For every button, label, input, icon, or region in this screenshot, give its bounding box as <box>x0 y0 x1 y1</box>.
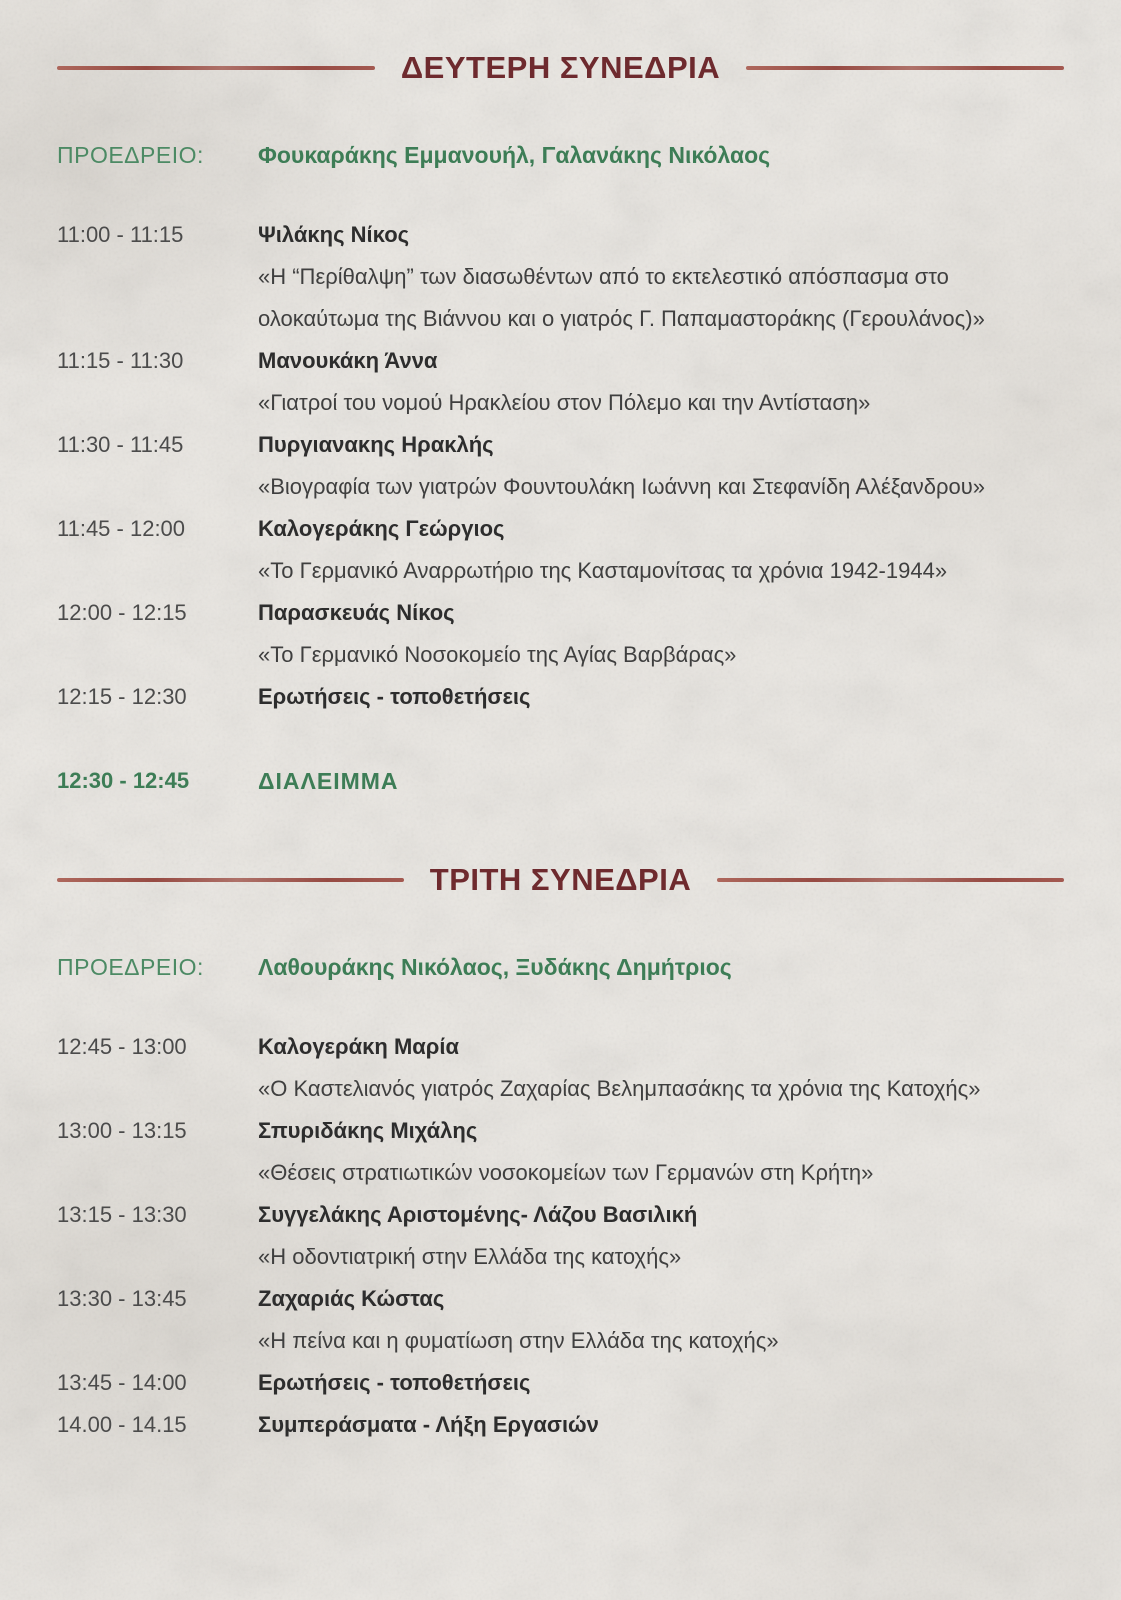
talk-title-line: «Η οδοντιατρική στην Ελλάδα της κατοχής» <box>258 1244 682 1269</box>
talk-title-line: «Η “Περίθαλψη” των διασωθέντων από το εκτελεστικό απόσπασμα στο <box>258 264 949 289</box>
time-slot: 11:30 - 11:45 <box>57 432 184 457</box>
talk-title-line: «Ο Καστελιανός γιατρός Ζαχαρίας Βελημπασάκης τα χρόνια της Κατοχής» <box>258 1076 981 1101</box>
row-body <box>258 1110 1064 1194</box>
talk-title-line: «Η πείνα και η φυματίωση στην Ελλάδα της κατοχής» <box>258 1328 779 1353</box>
session-second <box>57 46 1064 802</box>
row-body <box>258 424 1064 508</box>
schedule-list <box>57 214 1064 718</box>
chair-row <box>57 946 1064 988</box>
speaker-name: Μανουκάκη Άννα <box>258 348 438 373</box>
chair-label: ΠΡΟΕΔΡΕΙΟ: <box>57 142 204 168</box>
time-slot: 13:15 - 13:30 <box>57 1202 187 1227</box>
talk-title-line: «Το Γερμανικό Νοσοκομείο της Αγίας Βαρβάρας» <box>258 642 737 667</box>
schedule-row <box>57 676 1064 718</box>
schedule-row <box>57 424 1064 508</box>
schedule-row <box>57 1110 1064 1194</box>
row-body <box>258 1362 1064 1404</box>
speaker-name: Ζαχαριάς Κώστας <box>258 1286 445 1311</box>
row-body <box>258 214 1064 340</box>
divider-rule-left <box>57 66 375 70</box>
time-slot: 12:45 - 13:00 <box>57 1034 187 1059</box>
schedule-row <box>57 592 1064 676</box>
schedule-row <box>57 1026 1064 1110</box>
break-time-slot: 12:30 - 12:45 <box>57 768 190 793</box>
speaker-name: Ερωτήσεις - τοποθετήσεις <box>258 1370 531 1395</box>
time-slot: 11:15 - 11:30 <box>57 348 184 373</box>
schedule-row <box>57 1278 1064 1362</box>
schedule-row <box>57 1194 1064 1278</box>
break-row <box>57 760 1064 802</box>
speaker-name: Πυργιανακης Ηρακλής <box>258 432 494 457</box>
talk-title-line: «Γιατροί του νομού Ηρακλείου στον Πόλεμο και την Αντίσταση» <box>258 390 871 415</box>
time-slot: 13:45 - 14:00 <box>57 1370 187 1395</box>
row-body <box>258 676 1064 718</box>
speaker-name: Σπυριδάκης Μιχάλης <box>258 1118 478 1143</box>
row-body <box>258 340 1064 424</box>
time-slot: 13:00 - 13:15 <box>57 1118 187 1143</box>
schedule-row <box>57 508 1064 592</box>
row-body <box>258 1404 1064 1446</box>
chair-row <box>57 134 1064 176</box>
divider-rule-right <box>717 878 1064 882</box>
row-body <box>258 1194 1064 1278</box>
row-body <box>258 592 1064 676</box>
time-slot: 13:30 - 13:45 <box>57 1286 187 1311</box>
divider-rule-right <box>746 66 1064 70</box>
row-body <box>258 1278 1064 1362</box>
session-title: ΔΕΥΤΕΡΗ ΣΥΝΕΔΡΙΑ <box>400 50 721 85</box>
time-slot: 12:00 - 12:15 <box>57 600 187 625</box>
talk-title-line: «Βιογραφία των γιατρών Φουντουλάκη Ιωάννη και Στεφανίδη Αλέξανδρου» <box>258 474 986 499</box>
schedule-list <box>57 1026 1064 1446</box>
speaker-name: Καλογεράκη Μαρία <box>258 1034 460 1059</box>
speaker-name: Συγγελάκης Αριστομένης- Λάζου Βασιλική <box>258 1202 698 1227</box>
chair-names: Λαθουράκης Νικόλαος, Ξυδάκης Δημήτριος <box>258 954 732 980</box>
speaker-name: Συμπεράσματα - Λήξη Εργασιών <box>258 1412 599 1437</box>
row-body <box>258 508 1064 592</box>
schedule-row <box>57 1362 1064 1404</box>
time-slot: 11:00 - 11:15 <box>57 222 184 247</box>
talk-title-line: «Θέσεις στρατιωτικών νοσοκομείων των Γερμανών στη Κρήτη» <box>258 1160 874 1185</box>
schedule-row <box>57 340 1064 424</box>
chair-names: Φουκαράκης Εμμανουήλ, Γαλανάκης Νικόλαος <box>258 142 771 168</box>
speaker-name: Καλογεράκης Γεώργιος <box>258 516 505 541</box>
speaker-name: Ψιλάκης Νίκος <box>258 222 410 247</box>
speaker-name: Παρασκευάς Νίκος <box>258 600 455 625</box>
row-body <box>258 1026 1064 1110</box>
session-third-header <box>57 858 1064 902</box>
time-slot: 14.00 - 14.15 <box>57 1412 187 1437</box>
talk-title-line: ολοκαύτωμα της Βιάννου και ο γιατρός Γ. Παπαμαστοράκης (Γερουλάνος)» <box>258 306 985 331</box>
schedule-row <box>57 214 1064 340</box>
divider-rule-left <box>57 878 404 882</box>
break-label: ΔΙΑΛΕΙΜΜΑ <box>258 768 399 794</box>
time-slot: 11:45 - 12:00 <box>57 516 186 541</box>
session-second-header <box>57 46 1064 90</box>
time-slot: 12:15 - 12:30 <box>57 684 187 709</box>
schedule-row <box>57 1404 1064 1446</box>
session-title: ΤΡΙΤΗ ΣΥΝΕΔΡΙΑ <box>429 862 692 897</box>
speaker-name: Ερωτήσεις - τοποθετήσεις <box>258 684 531 709</box>
talk-title-line: «Το Γερμανικό Αναρρωτήριο της Κασταμονίτσας τα χρόνια 1942-1944» <box>258 558 948 583</box>
chair-label: ΠΡΟΕΔΡΕΙΟ: <box>57 954 204 980</box>
session-third <box>57 858 1064 1446</box>
